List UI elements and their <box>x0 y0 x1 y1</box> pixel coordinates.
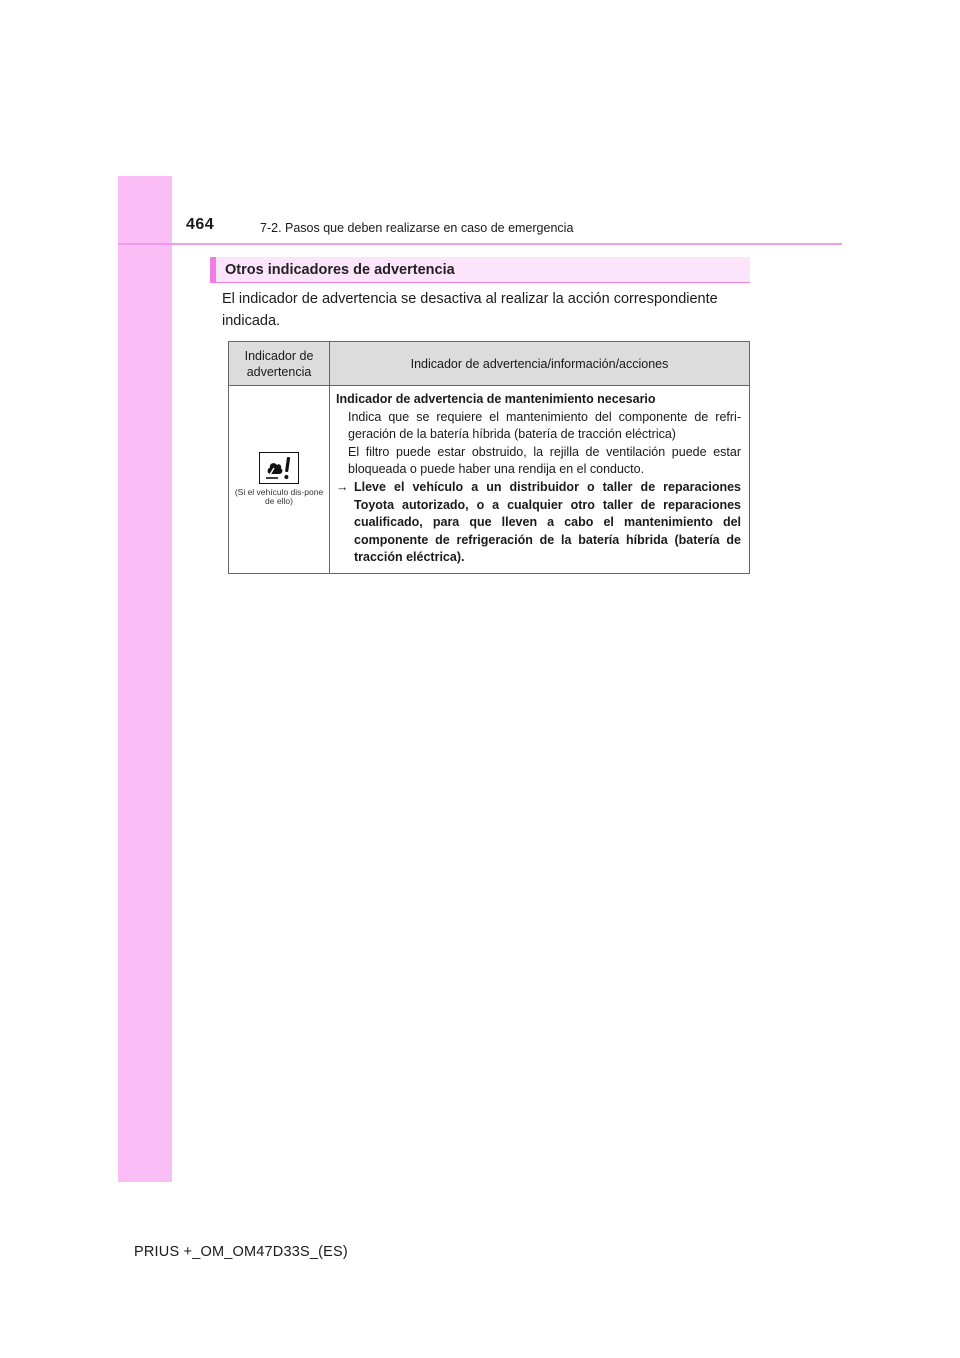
action-item <box>336 479 741 567</box>
indicator-cell <box>229 386 330 574</box>
header-indicator: Indicador de advertencia <box>229 342 330 386</box>
side-color-band <box>118 176 172 1182</box>
action-text: Lleve el vehículo a un distribuidor o taller de reparaciones Toyota autorizado, o a cualquier otro taller de reparaciones cualificado, para que lleven a cabo el mantenimiento del componente de refrigeración de la batería híbrida (batería de tracción eléctrica). <box>354 479 741 565</box>
header-rule <box>118 243 842 245</box>
icon-note: (Si el vehículo dis-pone de ello) <box>234 487 324 507</box>
page-number: 464 <box>186 216 215 233</box>
section-heading-bar <box>210 257 750 283</box>
chapter-title: 7-2. Pasos que deben realizarse en caso de emergencia <box>260 221 574 235</box>
warning-table <box>228 341 750 574</box>
description-text-1: Indica que se requiere el mantenimiento del componente de refri-geración de la batería híbrida (batería de tracción eléctrica) <box>348 409 741 442</box>
description-cell <box>330 386 750 574</box>
table-row <box>229 386 750 574</box>
table-header-row <box>229 342 750 386</box>
header-description: Indicador de advertencia/información/acciones <box>330 342 750 386</box>
footer-document-code: PRIUS +_OM_OM47D33S_(ES) <box>134 1244 348 1260</box>
maintenance-required-warning-icon <box>259 452 299 484</box>
intro-paragraph: El indicador de advertencia se desactiva al realizar la acción correspondiente indicada. <box>222 291 718 329</box>
indicator-title: Indicador de advertencia de mantenimiento necesario <box>336 392 656 406</box>
description-text-2: El filtro puede estar obstruido, la rejilla de ventilación puede estar bloqueada o puede haber una rendija en el conducto. <box>348 444 741 477</box>
section-title: Otros indicadores de advertencia <box>225 262 455 278</box>
arrow-icon: → <box>336 479 349 494</box>
